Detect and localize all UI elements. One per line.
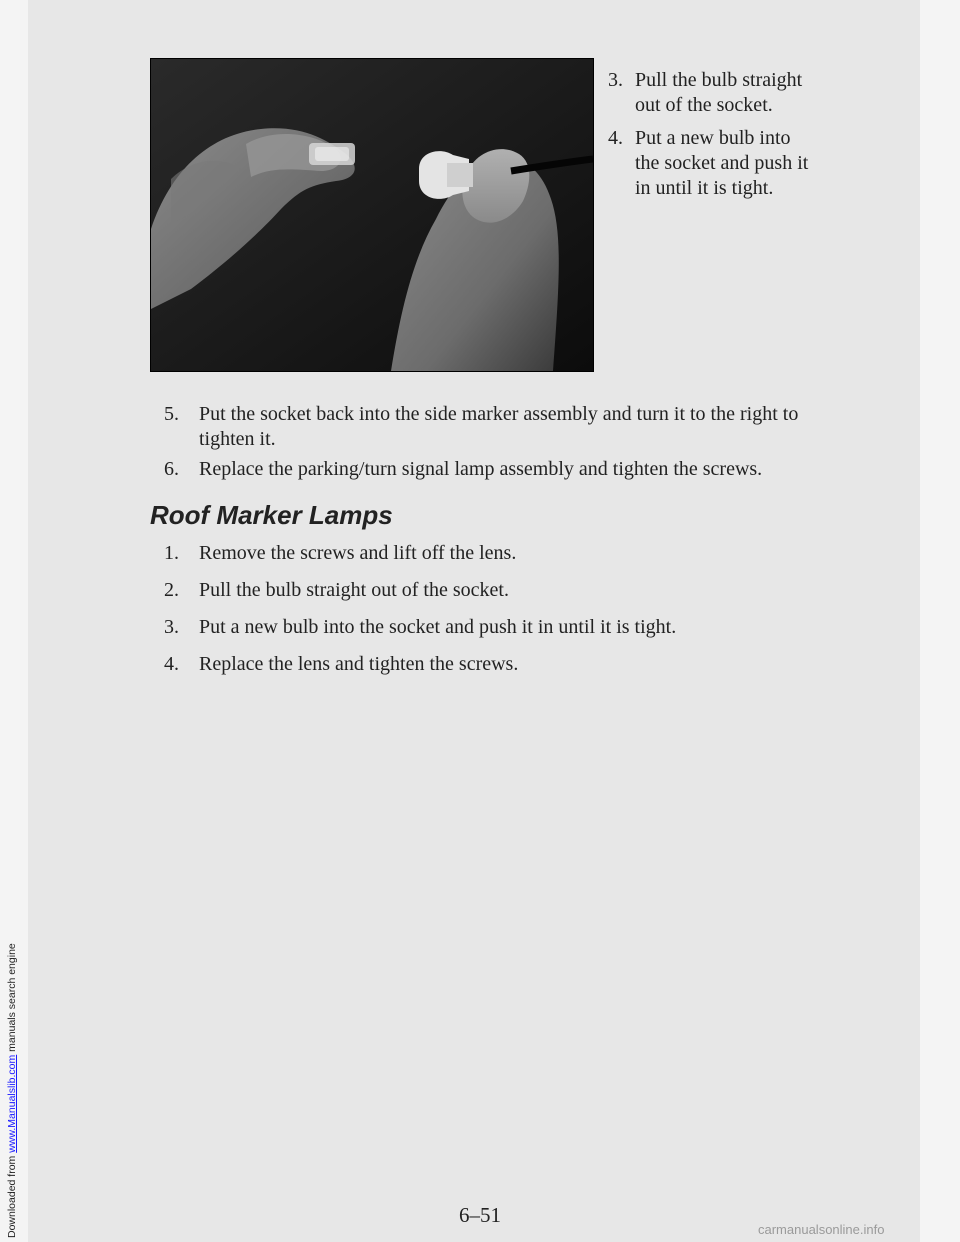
- step-text: Put the socket back into the side marker assembly and turn it to the right to tighten it.: [199, 403, 799, 450]
- step-text: Put a new bulb into the socket and push it in until it is tight.: [199, 616, 677, 638]
- roof-step-4: [164, 652, 824, 677]
- step-text: Replace the parking/turn signal lamp assembly and tighten the screws.: [199, 458, 763, 480]
- step-text: Pull the bulb straight out of the socket.: [199, 579, 509, 601]
- roof-step-2: [164, 578, 824, 603]
- step-6-replace-assembly: [164, 457, 824, 482]
- photo-side-steps: [608, 68, 818, 209]
- step-number: 5.: [164, 403, 179, 425]
- step-number: 1.: [164, 542, 179, 564]
- roof-step-3: [164, 615, 824, 640]
- step-text: Remove the screws and lift off the lens.: [199, 542, 517, 564]
- roof-step-1: [164, 541, 824, 566]
- section-title: Roof Marker Lamps: [150, 500, 393, 530]
- step-number: 4.: [608, 127, 623, 149]
- step-text: Pull the bulb straight out of the socket.: [635, 69, 803, 116]
- download-source-note: [6, 943, 18, 1238]
- step-text: Put a new bulb into the socket and push it in until it is tight.: [635, 127, 809, 199]
- step-number: 6.: [164, 458, 179, 480]
- download-prefix: Downloaded from: [6, 1152, 18, 1238]
- download-suffix: manuals search engine: [6, 943, 18, 1055]
- roof-marker-steps: [164, 541, 824, 689]
- step-number: 3.: [608, 69, 623, 91]
- page-number: 6–51: [459, 1203, 501, 1227]
- step-text: Replace the lens and tighten the screws.: [199, 653, 519, 675]
- step-number: 3.: [164, 616, 179, 638]
- right-margin: [920, 0, 960, 1242]
- side-marker-steps: [164, 402, 824, 487]
- step-5-replace-socket: [164, 402, 824, 452]
- step-3-pull-bulb: [608, 68, 818, 118]
- step-number: 4.: [164, 653, 179, 675]
- watermark: carmanualsonline.info: [758, 1222, 885, 1237]
- step-number: 2.: [164, 579, 179, 601]
- step-4-insert-bulb: [608, 126, 818, 201]
- bulb-replacement-photo: [150, 58, 594, 372]
- manualslib-link[interactable]: www.Manualslib.com: [6, 1054, 18, 1153]
